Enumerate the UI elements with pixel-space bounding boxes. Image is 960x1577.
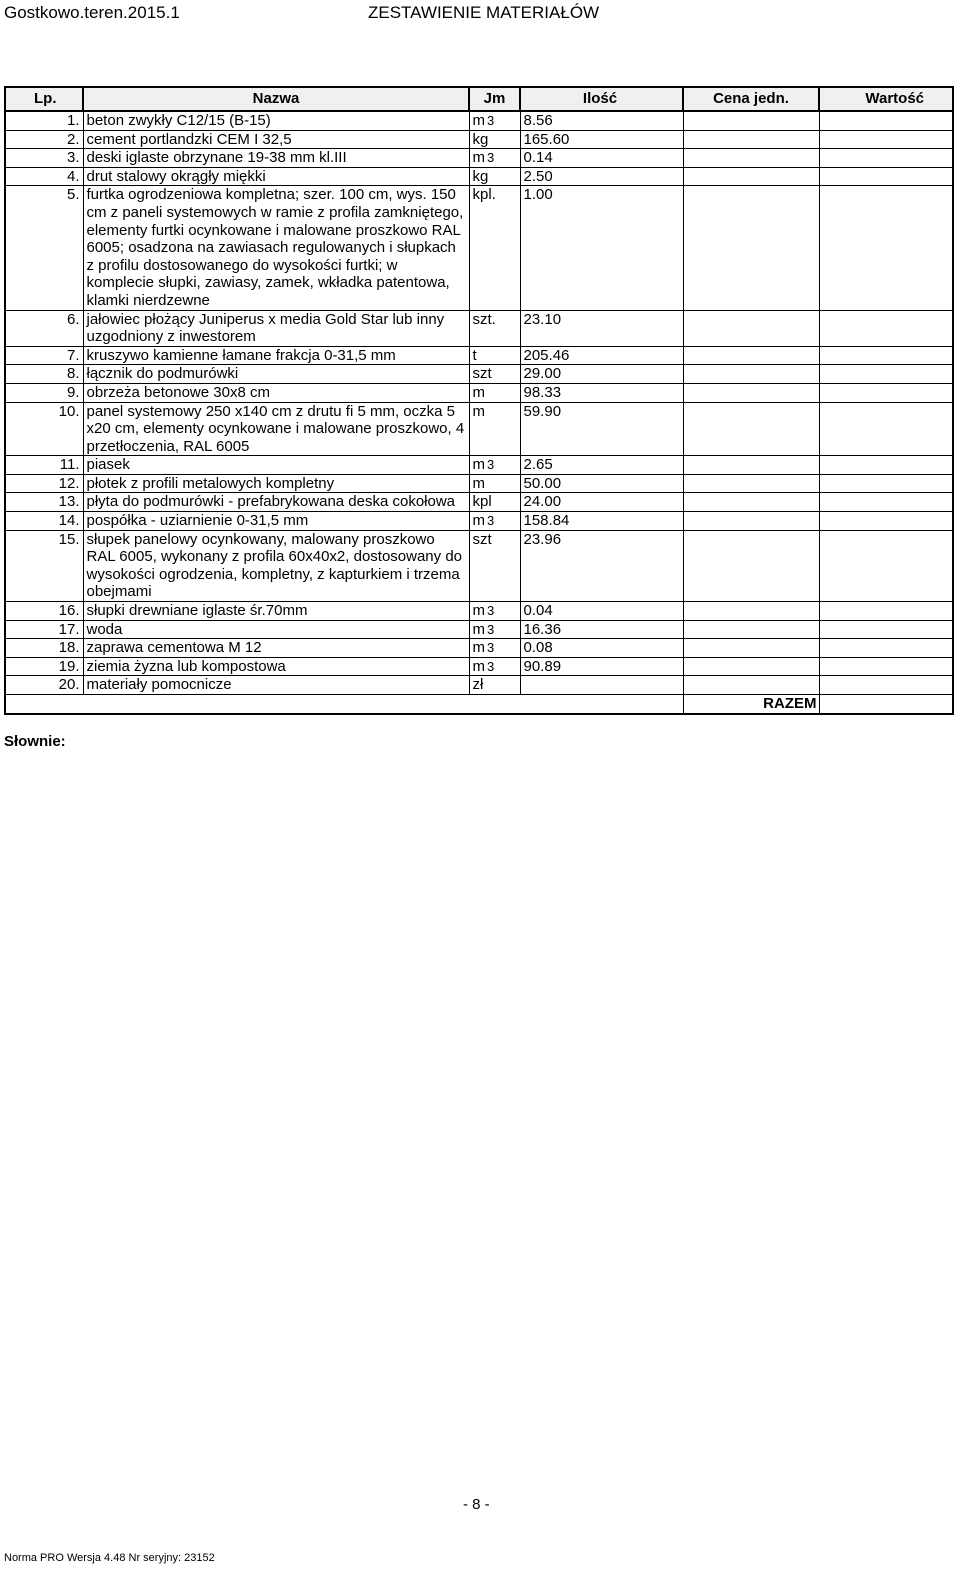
unit-exponent: 3 xyxy=(487,640,495,656)
table-cell-jm: m 3 xyxy=(469,512,520,531)
table-cell-wartosc xyxy=(819,602,953,621)
table-cell-jm: m 3 xyxy=(469,111,520,130)
table-cell-name: beton zwykły C12/15 (B-15) xyxy=(83,111,469,130)
table-cell-name: płotek z profili metalowych kompletny xyxy=(83,474,469,493)
razem-blank xyxy=(469,695,520,715)
table-cell-jm: m xyxy=(469,383,520,402)
table-cell-ilosc: 205.46 xyxy=(520,346,683,365)
unit-exponent: 3 xyxy=(487,457,495,473)
unit-exponent: 3 xyxy=(487,621,495,637)
razem-blank xyxy=(520,695,683,715)
table-cell-ilosc: 59.90 xyxy=(520,402,683,456)
unit-exponent: 3 xyxy=(487,658,495,674)
table-cell-ilosc: 2.50 xyxy=(520,167,683,186)
table-cell-name: furtka ogrodzeniowa kompletna; szer. 100 cm, wys. 150 cm z paneli systemowych w ramie z profila zamkniętego, elementy furtki ocynkowane i malowane proszkowo RAL 6005; osadzona na zawiasach regulowanych i słupkach z profilu dostosowanego do wysokości furtki; w komplecie słupki, zawiasy, zamek, wkładka patentowa, klamki nierdzewne xyxy=(83,186,469,310)
table-cell-ilosc: 8.56 xyxy=(520,111,683,130)
table-cell-cena xyxy=(683,512,819,531)
table-cell-lp: 5. xyxy=(5,186,83,310)
table-cell-jm: m 3 xyxy=(469,639,520,658)
table-row xyxy=(5,493,953,512)
table-cell-cena xyxy=(683,383,819,402)
table-cell-jm: t xyxy=(469,346,520,365)
table-cell-lp: 6. xyxy=(5,310,83,346)
table-cell-lp: 19. xyxy=(5,657,83,676)
table-cell-wartosc xyxy=(819,512,953,531)
table-cell-wartosc xyxy=(819,111,953,130)
table-cell-lp: 18. xyxy=(5,639,83,658)
table-cell-ilosc: 1.00 xyxy=(520,186,683,310)
table-cell-ilosc: 29.00 xyxy=(520,365,683,384)
table-row xyxy=(5,474,953,493)
table-cell-lp: 13. xyxy=(5,493,83,512)
table-cell-cena xyxy=(683,620,819,639)
table-cell-wartosc xyxy=(819,346,953,365)
column-header-jm: Jm xyxy=(469,87,520,111)
table-row xyxy=(5,383,953,402)
table-cell-jm: kg xyxy=(469,130,520,149)
table-row xyxy=(5,186,953,310)
table-cell-jm: m xyxy=(469,402,520,456)
software-footer: Norma PRO Wersja 4.48 Nr seryjny: 23152 xyxy=(4,1552,215,1564)
table-cell-wartosc xyxy=(819,149,953,168)
table-cell-cena xyxy=(683,530,819,601)
table-cell-wartosc xyxy=(819,620,953,639)
table-cell-jm: m xyxy=(469,474,520,493)
unit-exponent: 3 xyxy=(487,603,495,619)
table-cell-name: cement portlandzki CEM I 32,5 xyxy=(83,130,469,149)
table-cell-cena xyxy=(683,676,819,695)
table-cell-ilosc: 158.84 xyxy=(520,512,683,531)
table-cell-jm: m 3 xyxy=(469,620,520,639)
table-cell-cena xyxy=(683,402,819,456)
table-cell-name: drut stalowy okrągły miękki xyxy=(83,167,469,186)
table-row xyxy=(5,149,953,168)
table-cell-ilosc: 23.96 xyxy=(520,530,683,601)
table-cell-lp: 3. xyxy=(5,149,83,168)
table-cell-name: materiały pomocnicze xyxy=(83,676,469,695)
table-cell-name: piasek xyxy=(83,456,469,475)
table-cell-name: woda xyxy=(83,620,469,639)
column-header-name: Nazwa xyxy=(83,87,469,111)
slownie-label: Słownie: xyxy=(4,733,66,750)
table-cell-name: słupki drewniane iglaste śr.70mm xyxy=(83,602,469,621)
table-cell-wartosc xyxy=(819,493,953,512)
column-header-cena: Cena jedn. xyxy=(683,87,819,111)
table-cell-cena xyxy=(683,456,819,475)
table-row xyxy=(5,676,953,695)
table-cell-cena xyxy=(683,130,819,149)
table-cell-cena xyxy=(683,657,819,676)
table-cell-wartosc xyxy=(819,167,953,186)
table-cell-lp: 10. xyxy=(5,402,83,456)
table-row xyxy=(5,657,953,676)
table-cell-lp: 15. xyxy=(5,530,83,601)
table-cell-jm: kpl. xyxy=(469,186,520,310)
document-header-left: Gostkowo.teren.2015.1 xyxy=(4,3,180,22)
table-cell-name: łącznik do podmurówki xyxy=(83,365,469,384)
table-header-row xyxy=(5,87,953,111)
table-cell-name: deski iglaste obrzynane 19-38 mm kl.III xyxy=(83,149,469,168)
table-cell-cena xyxy=(683,639,819,658)
table-cell-cena xyxy=(683,365,819,384)
table-cell-lp: 20. xyxy=(5,676,83,695)
table-cell-lp: 1. xyxy=(5,111,83,130)
table-cell-wartosc xyxy=(819,130,953,149)
table-cell-cena xyxy=(683,346,819,365)
table-cell-name: zaprawa cementowa M 12 xyxy=(83,639,469,658)
table-cell-jm: m 3 xyxy=(469,456,520,475)
table-cell-cena xyxy=(683,149,819,168)
table-cell-ilosc: 2.65 xyxy=(520,456,683,475)
table-cell-jm: zł xyxy=(469,676,520,695)
table-cell-lp: 4. xyxy=(5,167,83,186)
column-header-lp: Lp. xyxy=(5,87,83,111)
table-cell-wartosc xyxy=(819,383,953,402)
table-cell-name: słupek panelowy ocynkowany, malowany proszkowo RAL 6005, wykonany z profila 60x40x2, dostosowany do wysokości ogrodzenia, kompletny, z kapturkiem i trzema obejmami xyxy=(83,530,469,601)
unit-exponent: 3 xyxy=(487,113,495,128)
table-row xyxy=(5,346,953,365)
table-row xyxy=(5,456,953,475)
table-cell-lp: 7. xyxy=(5,346,83,365)
table-cell-cena xyxy=(683,493,819,512)
table-cell-wartosc xyxy=(819,186,953,310)
table-cell-lp: 12. xyxy=(5,474,83,493)
table-cell-name: kruszywo kamienne łamane frakcja 0-31,5 mm xyxy=(83,346,469,365)
table-cell-ilosc: 90.89 xyxy=(520,657,683,676)
table-cell-name: jałowiec płożący Juniperus x media Gold Star lub inny uzgodniony z inwestorem xyxy=(83,310,469,346)
table-row xyxy=(5,310,953,346)
table-cell-ilosc: 165.60 xyxy=(520,130,683,149)
table-cell-cena xyxy=(683,111,819,130)
page-number: - 8 - xyxy=(463,1496,490,1513)
column-header-ilosc: Ilość xyxy=(520,87,683,111)
table-cell-wartosc xyxy=(819,310,953,346)
table-cell-jm: m 3 xyxy=(469,657,520,676)
table-row xyxy=(5,130,953,149)
razem-label: RAZEM xyxy=(683,695,819,715)
table-cell-lp: 17. xyxy=(5,620,83,639)
table-row xyxy=(5,111,953,130)
table-cell-ilosc: 98.33 xyxy=(520,383,683,402)
table-row xyxy=(5,620,953,639)
table-cell-ilosc: 50.00 xyxy=(520,474,683,493)
table-cell-cena xyxy=(683,310,819,346)
table-cell-ilosc: 0.08 xyxy=(520,639,683,658)
document-title: ZESTAWIENIE MATERIAŁÓW xyxy=(368,3,600,22)
table-cell-wartosc xyxy=(819,657,953,676)
materials-table xyxy=(4,86,954,715)
table-cell-jm: szt. xyxy=(469,310,520,346)
table-cell-lp: 8. xyxy=(5,365,83,384)
unit-exponent: 3 xyxy=(487,513,495,529)
table-cell-wartosc xyxy=(819,530,953,601)
table-row xyxy=(5,365,953,384)
table-cell-jm: szt xyxy=(469,530,520,601)
razem-value xyxy=(819,695,953,715)
table-cell-jm: szt xyxy=(469,365,520,384)
table-cell-jm: kg xyxy=(469,167,520,186)
column-header-wartosc: Wartość xyxy=(819,87,953,111)
table-cell-cena xyxy=(683,186,819,310)
table-cell-ilosc: 23.10 xyxy=(520,310,683,346)
table-cell-ilosc: 16.36 xyxy=(520,620,683,639)
table-cell-lp: 11. xyxy=(5,456,83,475)
table-cell-name: płyta do podmurówki - prefabrykowana deska cokołowa xyxy=(83,493,469,512)
table-row xyxy=(5,167,953,186)
table-cell-jm: m 3 xyxy=(469,602,520,621)
table-row xyxy=(5,602,953,621)
table-cell-name: panel systemowy 250 x140 cm z drutu fi 5 mm, oczka 5 x20 cm, elementy ocynkowane i malowane proszkowo, 4 przetłoczenia, RAL 6005 xyxy=(83,402,469,456)
table-cell-wartosc xyxy=(819,639,953,658)
table-cell-lp: 9. xyxy=(5,383,83,402)
table-row xyxy=(5,639,953,658)
table-cell-name: pospółka - uziarnienie 0-31,5 mm xyxy=(83,512,469,531)
table-cell-name: ziemia żyzna lub kompostowa xyxy=(83,657,469,676)
razem-row xyxy=(5,695,953,715)
table-cell-ilosc: 0.14 xyxy=(520,149,683,168)
table-row xyxy=(5,512,953,531)
table-cell-wartosc xyxy=(819,365,953,384)
table-row xyxy=(5,402,953,456)
unit-exponent: 3 xyxy=(487,150,495,166)
table-cell-jm: kpl xyxy=(469,493,520,512)
razem-blank xyxy=(5,695,83,715)
table-cell-lp: 2. xyxy=(5,130,83,149)
table-cell-lp: 16. xyxy=(5,602,83,621)
table-cell-cena xyxy=(683,474,819,493)
table-cell-wartosc xyxy=(819,456,953,475)
table-cell-lp: 14. xyxy=(5,512,83,531)
table-cell-cena xyxy=(683,167,819,186)
table-row xyxy=(5,530,953,601)
razem-blank xyxy=(83,695,469,715)
table-cell-ilosc: 24.00 xyxy=(520,493,683,512)
table-cell-ilosc xyxy=(520,676,683,695)
table-cell-wartosc xyxy=(819,676,953,695)
table-cell-wartosc xyxy=(819,402,953,456)
table-cell-name: obrzeża betonowe 30x8 cm xyxy=(83,383,469,402)
table-cell-ilosc: 0.04 xyxy=(520,602,683,621)
table-cell-jm: m 3 xyxy=(469,149,520,168)
table-cell-cena xyxy=(683,602,819,621)
table-cell-wartosc xyxy=(819,474,953,493)
